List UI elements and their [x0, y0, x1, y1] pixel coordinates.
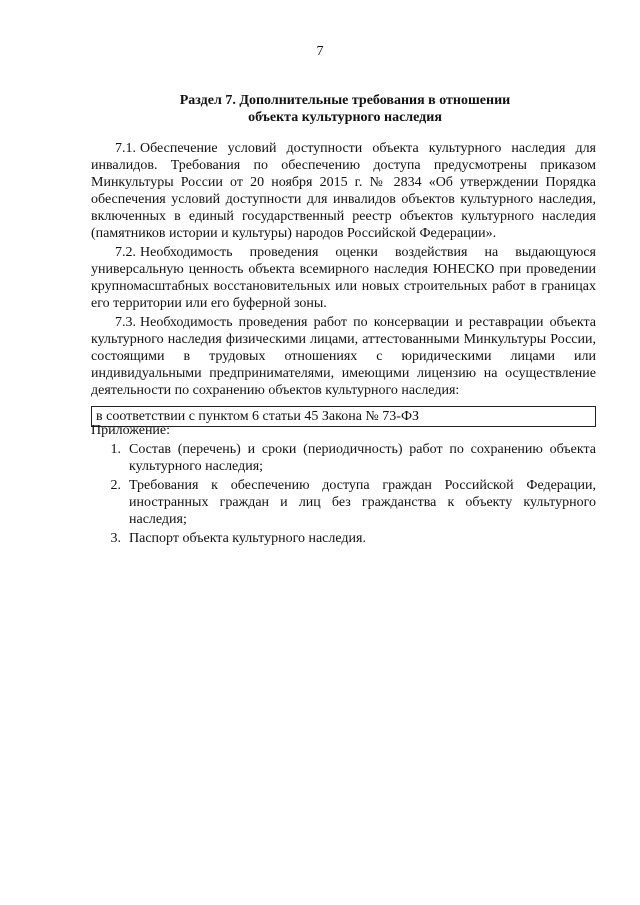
paragraph-text: Необходимость проведения оценки воздействия на выдающуюся универсальную ценность объекта всемирного наследия ЮНЕСКО при проведении крупномасштабных восстановительных или новых строительных работ в границах его территории или его буферной зоны.: [91, 245, 596, 311]
paragraph-number: 7.1.: [115, 141, 136, 156]
paragraph-7-1: [91, 140, 596, 242]
section-title-line-1: Раздел 7. Дополнительные требования в отношении: [179, 93, 511, 108]
list-item-text: Требования к обеспечению доступа граждан Российской Федерации, иностранных граждан и лиц без гражданства к объекту культурного наследия;: [129, 478, 596, 527]
paragraph-text: Обеспечение условий доступности объекта культурного наследия для инвалидов. Требования по обеспечению доступа предусмотрены приказом Минкультуры России от 20 ноября 2015 г. № 2834 «Об утверждении Порядка обеспечения условий доступности для инвалидов объектов культурного наследия, включенных в единый государственный реестр объектов культурного наследия (памятников истории и культуры) народов Российской Федерации».: [91, 141, 596, 241]
list-item-number: 2.: [110, 478, 121, 493]
paragraph-number: 7.3.: [115, 315, 136, 330]
list-item-number: 3.: [110, 531, 121, 546]
attachments-list: [91, 441, 596, 547]
paragraph-text: Необходимость проведения работ по консервации и реставрации объекта культурного наследия физическими лицами, аттестованными Минкультуры России, состоящими в трудовых отношениях с юридическими лицами или индивидуальными предпринимателями, имеющими лицензию на осуществление деятельности по сохранению объектов культурного наследия:: [91, 315, 596, 398]
list-item: [91, 477, 596, 528]
section-title: [150, 92, 540, 126]
attachments-section: [91, 422, 596, 549]
paragraph-7-3: [91, 314, 596, 399]
legal-reference-box: в соответствии с пунктом 6 статьи 45 Закона № 73-ФЗ: [91, 406, 596, 427]
attachments-title: Приложение:: [91, 423, 171, 438]
section-title-line-2: объекта культурного наследия: [248, 110, 442, 125]
paragraph-number: 7.2.: [115, 245, 136, 260]
paragraph-7-2: [91, 244, 596, 312]
list-item-number: 1.: [110, 442, 121, 457]
section-content: [91, 140, 596, 427]
list-item: [91, 441, 596, 475]
list-item: [91, 530, 596, 547]
page-number: 7: [316, 44, 324, 59]
list-item-text: Состав (перечень) и сроки (периодичность) работ по сохранению объекта культурного наследия;: [129, 442, 596, 474]
list-item-text: Паспорт объекта культурного наследия.: [129, 531, 366, 546]
